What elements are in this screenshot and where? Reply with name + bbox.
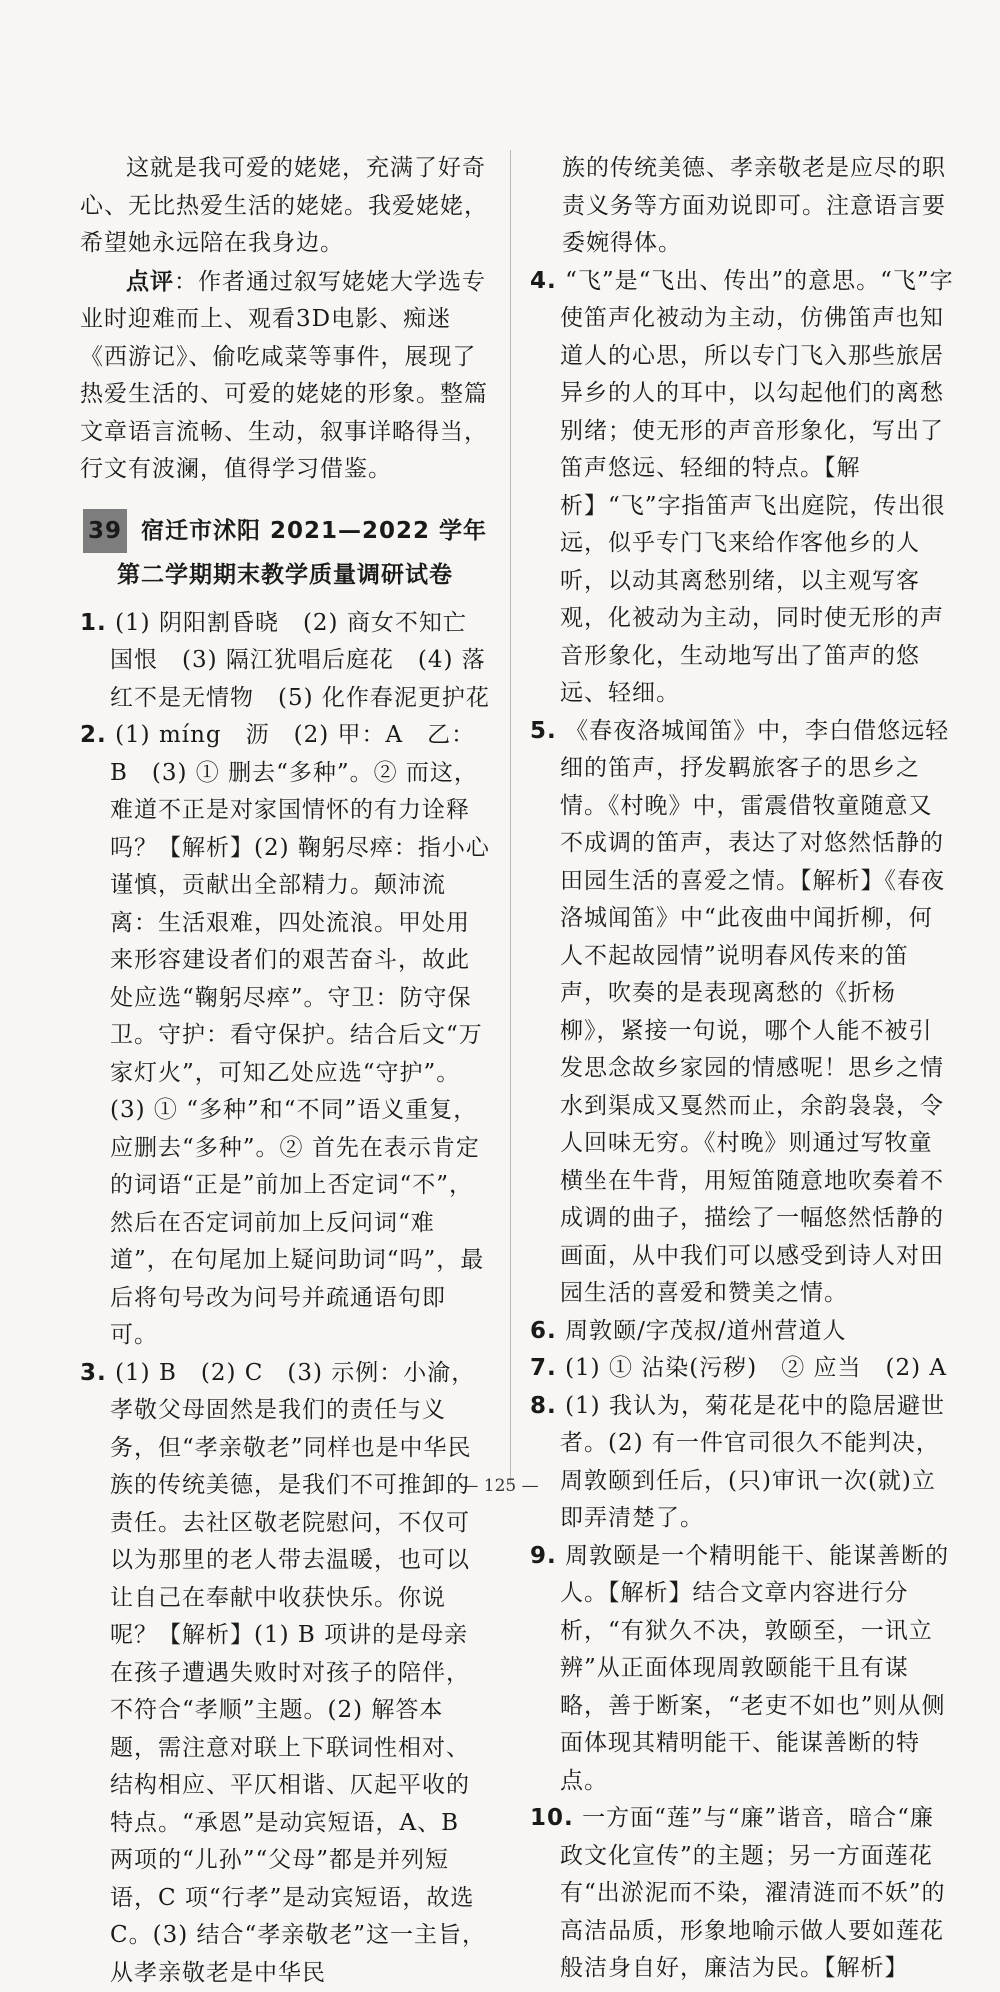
section-title-line2: 第二学期期末教学质量调研试卷 bbox=[80, 553, 490, 597]
item-text: (1) ① 沾染(污秽) ② 应当 (2) A bbox=[565, 1355, 947, 1381]
item-text: 周敦颐是一个精明能干、能谋善断的人。【解析】结合文章内容进行分析，“有狱久不决，敦颐至，一讯立辨”从正面体现周敦颐能干且有谋略，善于断案，“老吏不如也”则从侧面体现其精明能干、能谋善断的特点。 bbox=[560, 1543, 949, 1794]
answer-item bbox=[80, 1355, 490, 1992]
item-text: (1) 阴阳割昏晓 (2) 商女不知亡国恨 (3) 隔江犹唱后庭花 (4) 落红不是无情物 (5) 化作春泥更护花 bbox=[110, 610, 490, 711]
page-number: — 125 — bbox=[0, 1476, 1000, 1496]
item-text: 一方面“莲”与“廉”谐音，暗合“廉政文化宣传”的主题；另一方面莲花有“出淤泥而不染，濯清涟而不妖”的高洁品质，形象地喻示做人要如莲花般洁身自好，廉洁为民。【解析】 bbox=[560, 1805, 946, 1981]
answer-item bbox=[530, 263, 955, 713]
left-column bbox=[80, 150, 490, 1992]
answer-item bbox=[530, 713, 955, 1313]
comment-paragraph bbox=[80, 263, 490, 489]
intro-paragraph: 这就是我可爱的姥姥，充满了好奇心、无比热爱生活的姥姥。我爱姥姥，希望她永远陪在我身边。 bbox=[80, 150, 490, 263]
comment-label: 点评 bbox=[126, 268, 174, 295]
column-divider bbox=[510, 150, 511, 1485]
item-text: 周敦颐/字茂叔/道州营道人 bbox=[565, 1318, 847, 1344]
answer-item bbox=[530, 1538, 955, 1801]
item-number: 5. bbox=[530, 718, 557, 744]
comment-text: ：作者通过叙写姥姥大学选专业时迎难而上、观看3D电影、痴迷《西游记》、偷吃咸菜等事件，展现了热爱生活的、可爱的姥姥的形象。整篇文章语言流畅、生动，叙事详略得当，行文有波澜，值得学习借鉴。 bbox=[80, 269, 488, 483]
answer-item bbox=[530, 1350, 955, 1388]
section-number-badge: 39 bbox=[83, 509, 127, 553]
answer-item bbox=[530, 1800, 955, 1988]
answer-item bbox=[530, 1313, 955, 1351]
continuation-paragraph: 族的传统美德、孝亲敬老是应尽的职责义务等方面劝说即可。注意语言要委婉得体。 bbox=[562, 150, 955, 263]
answer-item bbox=[80, 605, 490, 718]
section-title-line1: 宿迁市沭阳 2021—2022 学年 bbox=[141, 518, 487, 544]
item-text: (1) 我认为，菊花是花中的隐居避世者。(2) 有一件官司很久不能判决，周敦颐到任后，(只)审讯一次(就)立即弄清楚了。 bbox=[560, 1393, 945, 1532]
item-text: (1) B (2) C (3) 示例：小渝，孝敬父母固然是我们的责任与义务，但“孝亲敬老”同样也是中华民族的传统美德，是我们不可推卸的责任。去社区敬老院慰问，不仅可以为那里的老人带去温暖，也可以让自己在奉献中收获快乐。你说呢？【解析】(1) B 项讲的是母亲在孩子遭遇失败时对孩子的陪伴，不符合“孝顺”主题。(2) 解答本题，需注意对联上下联词性相对、结构相应、平仄相谐、仄起平收的特点。“承恩”是动宾短语，A、B 两项的“儿孙”“父母”都是并列短语，C 项“行孝”是动宾短语，故选 C。(3) 结合“孝亲敬老”这一主旨，从孝亲敬老是中华民 bbox=[110, 1360, 486, 1986]
item-number: 7. bbox=[530, 1355, 557, 1381]
item-text: (1) míng 沥 (2) 甲：A 乙：B (3) ① 删去“多种”。② 而这，难道不正是对家国情怀的有力诠释吗？【解析】(2) 鞠躬尽瘁：指小心谨慎，贡献出全部精力。颠沛流离：生活艰难，四处流浪。甲处用来形容建设者们的艰苦奋斗，故此处应选“鞠躬尽瘁”。守卫：防守保卫。守护：看守保护。结合后文“万家灯火”，可知乙处应选“守护”。(3) ① “多种”和“不同”语义重复，应删去“多种”。② 首先在表示肯定的词语“正是”前加上否定词“不”，然后在否定词前加上反问词“难道”，在句尾加上疑问助词“吗”，最后将句号改为问号并疏通语句即可。 bbox=[110, 722, 490, 1348]
item-number: 2. bbox=[80, 722, 107, 748]
item-number: 10. bbox=[530, 1805, 574, 1831]
item-number: 9. bbox=[530, 1543, 557, 1569]
item-text: 《春夜洛城闻笛》中，李白借悠远轻细的笛声，抒发羁旅客子的思乡之情。《村晚》中，雷震借牧童随意又不成调的笛声，表达了对悠然恬静的田园生活的喜爱之情。【解析】《春夜洛城闻笛》中“此夜曲中闻折柳，何人不起故园情”说明春风传来的笛声，吹奏的是表现离愁的《折杨柳》，紧接一句说，哪个人能不被引发思念故乡家园的情感呢！思乡之情水到渠成又戛然而止，余韵袅袅，令人回味无穷。《村晚》则通过写牧童横坐在牛背，用短笛随意地吹奏着不成调的曲子，描绘了一幅悠然恬静的画面，从中我们可以感受到诗人对田园生活的喜爱和赞美之情。 bbox=[560, 718, 949, 1307]
section-heading bbox=[80, 509, 490, 597]
answer-item bbox=[530, 1388, 955, 1538]
answer-item bbox=[80, 717, 490, 1355]
item-text: “飞”是“飞出、传出”的意思。“飞”字使笛声化被动为主动，仿佛笛声也知道人的心思，所以专门飞入那些旅居异乡的人的耳中，以勾起他们的离愁别绪；使无形的声音形象化，写出了笛声悠远、轻细的特点。【解析】“飞”字指笛声飞出庭院，传出很远，似乎专门飞来给作客他乡的人听，以动其离愁别绪，以主观写客观，化被动为主动，同时使无形的声音形象化，生动地写出了笛声的悠远、轻细。 bbox=[560, 268, 954, 707]
section-title-line1-wrap bbox=[80, 509, 490, 553]
item-number: 3. bbox=[80, 1360, 107, 1386]
item-number: 1. bbox=[80, 610, 107, 636]
item-number: 6. bbox=[530, 1318, 557, 1344]
right-column bbox=[530, 150, 955, 1988]
item-number: 8. bbox=[530, 1393, 557, 1419]
item-number: 4. bbox=[530, 268, 557, 294]
